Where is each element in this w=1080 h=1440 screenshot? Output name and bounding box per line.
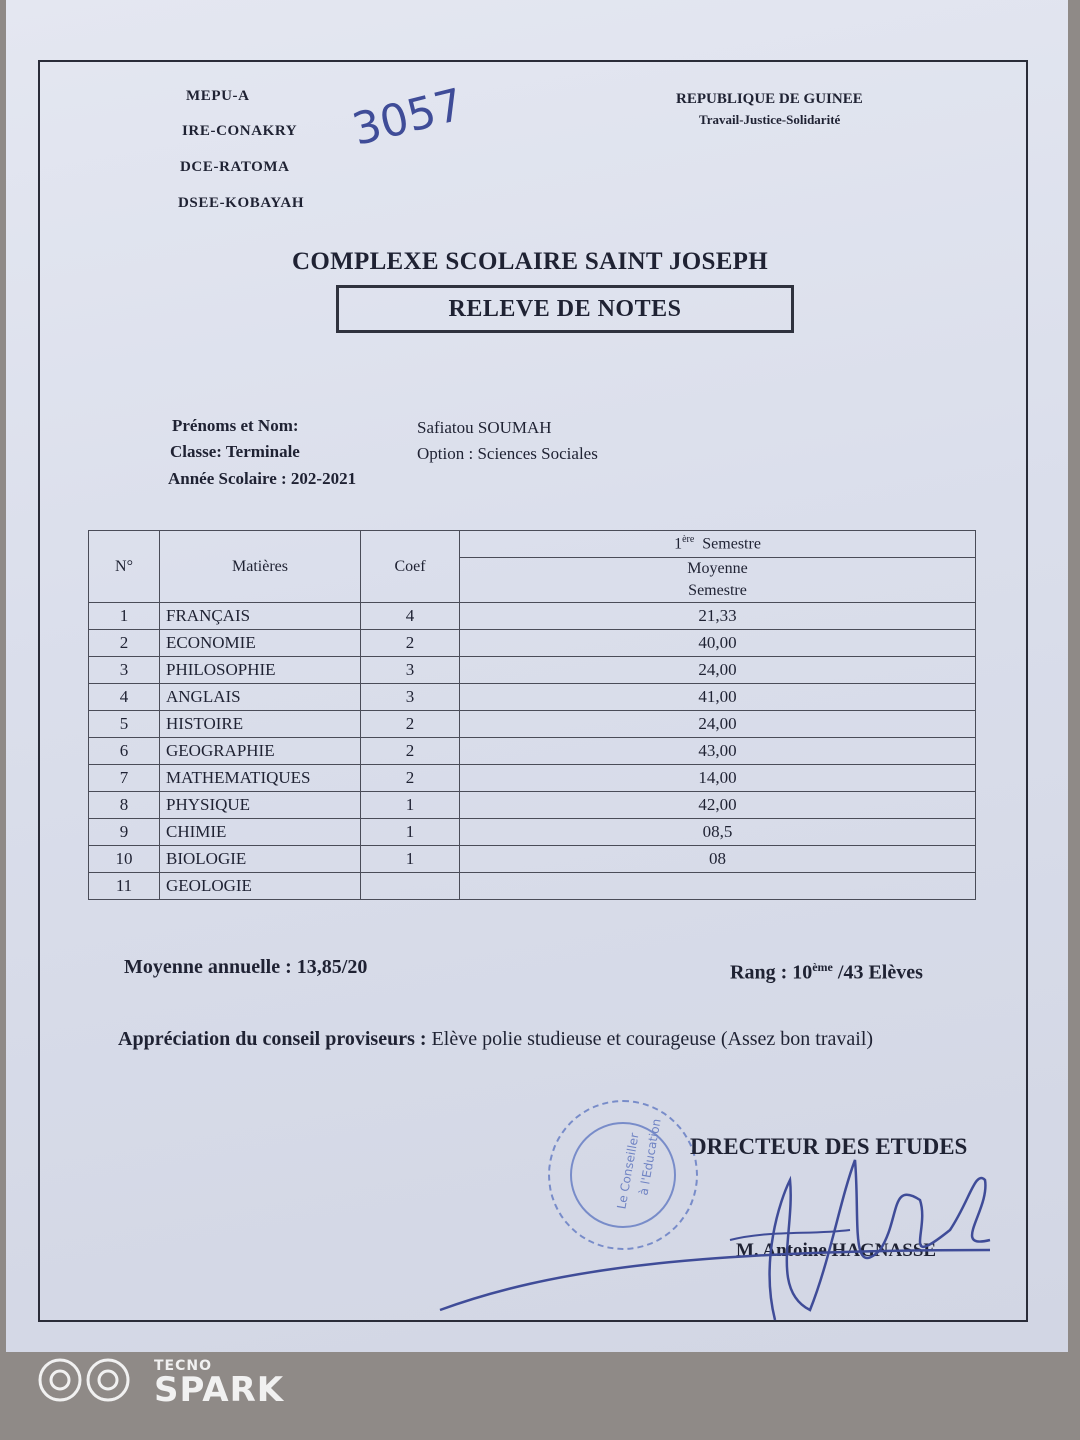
country-motto: Travail-Justice-Solidarité [699, 112, 841, 127]
row-average: 40,00 [460, 630, 976, 657]
director-title: DRECTEUR DES ETUDES [690, 1134, 968, 1159]
row-subject: GEOGRAPHIE [160, 738, 361, 765]
semester-number: 1 [674, 535, 683, 553]
table-header-row [89, 531, 976, 558]
appreciation-text: Elève polie studieuse et courageuse (Assez bon travail) [426, 1028, 874, 1050]
council-appreciation [118, 1026, 1008, 1053]
stamp-text-2: à l'Education [636, 1117, 664, 1197]
row-number: 9 [89, 819, 160, 846]
row-average [460, 873, 976, 900]
row-coef: 2 [361, 630, 460, 657]
table-row [89, 630, 976, 657]
row-coef: 4 [361, 603, 460, 630]
row-number: 11 [89, 873, 160, 900]
row-average: 08,5 [460, 819, 976, 846]
ministry-line-3: DCE-RATOMA [180, 159, 290, 175]
row-coef: 1 [361, 819, 460, 846]
appreciation-label: Appréciation du conseil proviseurs : [118, 1028, 427, 1050]
row-subject: PHYSIQUE [160, 792, 361, 819]
row-subject: HISTOIRE [160, 711, 361, 738]
row-coef: 1 [361, 792, 460, 819]
table-row [89, 711, 976, 738]
header-average [460, 558, 976, 603]
country-name: REPUBLIQUE DE GUINEE [676, 91, 863, 107]
row-coef [361, 873, 460, 900]
annual-average: Moyenne annuelle : 13,85/20 [124, 956, 368, 978]
table-row [89, 603, 976, 630]
row-subject: GEOLOGIE [160, 873, 361, 900]
grades-table [88, 530, 976, 900]
table-row [89, 738, 976, 765]
handwritten-signature [430, 1140, 1030, 1340]
row-average: 21,33 [460, 603, 976, 630]
camera-logo-icon [36, 1352, 136, 1412]
school-name: COMPLEXE SCOLAIRE SAINT JOSEPH [292, 248, 768, 275]
row-number: 7 [89, 765, 160, 792]
director-name: M. Antoine HAGNASSE [736, 1240, 937, 1261]
row-number: 4 [89, 684, 160, 711]
semester-sup: ère [682, 534, 695, 546]
watermark-brand-main: SPARK [154, 1370, 285, 1410]
row-average: 42,00 [460, 792, 976, 819]
row-subject: FRANÇAIS [160, 603, 361, 630]
row-subject: ANGLAIS [160, 684, 361, 711]
row-coef: 2 [361, 711, 460, 738]
row-number: 5 [89, 711, 160, 738]
header-number: N° [89, 531, 160, 603]
row-number: 6 [89, 738, 160, 765]
class-rank [730, 960, 923, 985]
option-label: Option : Sciences Sociales [417, 444, 598, 463]
school-year-label: Année Scolaire : 202-2021 [168, 469, 357, 488]
row-average: 43,00 [460, 738, 976, 765]
header-average-line2: Semestre [688, 582, 747, 599]
rank-prefix: Rang : 10 [730, 961, 813, 984]
header-subject: Matières [160, 531, 361, 603]
stamp-text-1: Le Conseiller [614, 1131, 642, 1211]
row-average: 14,00 [460, 765, 976, 792]
row-subject: CHIMIE [160, 819, 361, 846]
document-title-text: RELEVE DE NOTES [448, 295, 682, 322]
row-subject: BIOLOGIE [160, 846, 361, 873]
row-number: 10 [89, 846, 160, 873]
table-row [89, 657, 976, 684]
row-coef: 2 [361, 738, 460, 765]
row-number: 2 [89, 630, 160, 657]
row-average: 41,00 [460, 684, 976, 711]
row-subject: ECONOMIE [160, 630, 361, 657]
table-row [89, 819, 976, 846]
rank-sup: ème [812, 960, 833, 974]
table-row [89, 684, 976, 711]
header-coef: Coef [361, 531, 460, 603]
row-subject: PHILOSOPHIE [160, 657, 361, 684]
name-label: Prénoms et Nom: [172, 416, 299, 435]
grade-rows [89, 603, 976, 900]
row-average: 08 [460, 846, 976, 873]
semester-text: Semestre [702, 535, 761, 553]
table-row [89, 846, 976, 873]
table-row [89, 792, 976, 819]
table-row [89, 765, 976, 792]
student-name: Safiatou SOUMAH [417, 418, 552, 437]
ministry-line-1: MEPU-A [186, 88, 250, 104]
row-number: 8 [89, 792, 160, 819]
handwritten-number: 3057 [347, 79, 469, 156]
row-coef: 3 [361, 684, 460, 711]
row-coef: 3 [361, 657, 460, 684]
header-average-line1: Moyenne [687, 560, 748, 577]
row-average: 24,00 [460, 657, 976, 684]
document-title [336, 285, 794, 333]
row-number: 1 [89, 603, 160, 630]
ministry-line-2: IRE-CONAKRY [182, 123, 298, 139]
class-label: Classe: Terminale [170, 442, 300, 461]
row-coef: 2 [361, 765, 460, 792]
rank-suffix: /43 Elèves [832, 961, 923, 984]
header-semester [460, 531, 976, 558]
ministry-line-4: DSEE-KOBAYAH [178, 195, 305, 211]
table-row [89, 873, 976, 900]
row-subject: MATHEMATIQUES [160, 765, 361, 792]
watermark-brand-top: TECNO [154, 1358, 213, 1374]
row-average: 24,00 [460, 711, 976, 738]
row-number: 3 [89, 657, 160, 684]
row-coef: 1 [361, 846, 460, 873]
